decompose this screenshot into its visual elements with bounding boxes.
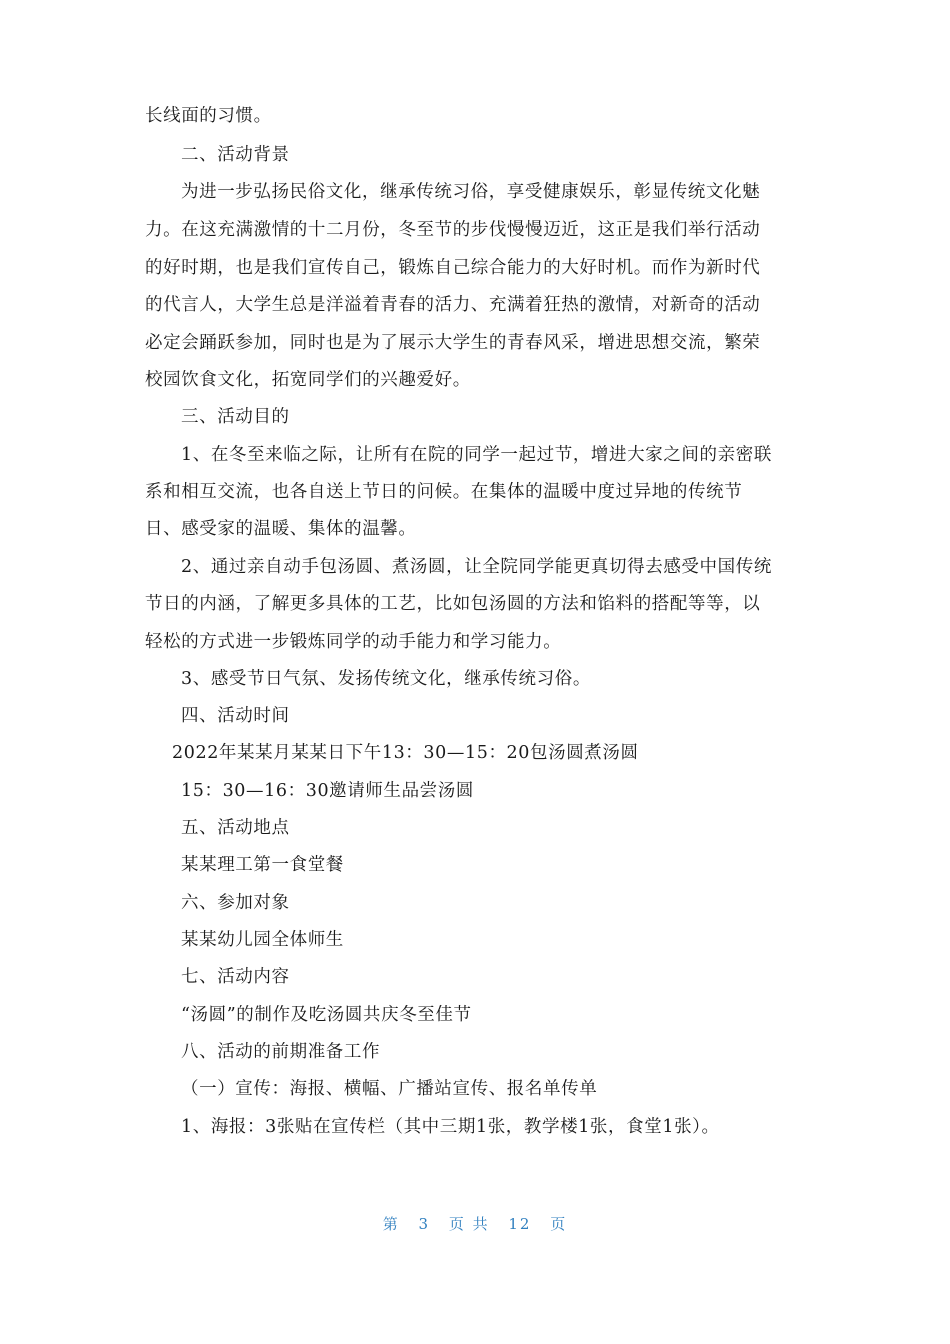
footer-ye: 页 [550,1215,568,1233]
paragraph-line: 2022年某某月某某日下午13：30—15：20包汤圆煮汤圆 [172,743,639,763]
paragraph-line: 2、通过亲自动手包汤圆、煮汤圆，让全院同学能更真切得去感受中国传统 [181,557,772,577]
paragraph-line: 某某理工第一食堂餐 [181,855,344,875]
section-heading: 四、活动时间 [181,706,290,726]
paragraph-line: 为进一步弘扬民俗文化，继承传统习俗，享受健康娱乐，彰显传统文化魅 [181,182,761,202]
section-heading: 八、活动的前期准备工作 [181,1042,381,1062]
paragraph-line: 的好时期，也是我们宣传自己，锻炼自己综合能力的大好时机。而作为新时代 [145,258,761,278]
paragraph-line: 轻松的方式进一步锻炼同学的动手能力和学习能力。 [145,632,562,652]
section-heading: 三、活动目的 [181,407,290,427]
footer-ye-gong: 页 共 [448,1215,490,1233]
paragraph-line: 1、在冬至来临之际，让所有在院的同学一起过节，增进大家之间的亲密联 [181,445,772,465]
paragraph-line: “汤圆”的制作及吃汤圆共庆冬至佳节 [181,1005,472,1025]
paragraph-line: 必定会踊跃参加，同时也是为了展示大学生的青春风采，增进思想交流，繁荣 [145,333,761,353]
paragraph-line: （一）宣传：海报、横幅、广播站宣传、报名单传单 [181,1079,598,1099]
section-heading: 七、活动内容 [181,967,290,987]
footer-current-page: 3 [418,1215,431,1233]
paragraph-line: 节日的内涵，了解更多具体的工艺，比如包汤圆的方法和馅料的搭配等等，以 [145,594,761,614]
paragraph-line: 1、海报：3张贴在宣传栏（其中三期1张，教学楼1张，食堂1张）。 [181,1117,720,1137]
section-heading: 五、活动地点 [181,818,290,838]
paragraph-line: 校园饮食文化，拓宽同学们的兴趣爱好。 [145,370,471,390]
paragraph-line: 系和相互交流，也各自送上节日的问候。在集体的温暖中度过异地的传统节 [145,482,743,502]
page-footer [0,1213,950,1234]
paragraph-line: 力。在这充满激情的十二月份，冬至节的步伐慢慢迈近，这正是我们举行活动 [145,220,761,240]
paragraph-line: 长线面的习惯。 [145,106,272,126]
paragraph-line: 的代言人，大学生总是洋溢着青春的活力、充满着狂热的激情，对新奇的活动 [145,295,761,315]
footer-di: 第 [382,1215,400,1233]
footer-total-pages: 12 [508,1215,532,1233]
paragraph-line: 日、感受家的温暖、集体的温馨。 [145,519,417,539]
section-heading: 六、参加对象 [181,893,290,913]
paragraph-line: 15：30—16：30邀请师生品尝汤圆 [181,781,474,801]
paragraph-line: 3、感受节日气氛、发扬传统文化，继承传统习俗。 [181,669,591,689]
paragraph-line: 某某幼儿园全体师生 [181,930,344,950]
section-heading: 二、活动背景 [181,145,290,165]
